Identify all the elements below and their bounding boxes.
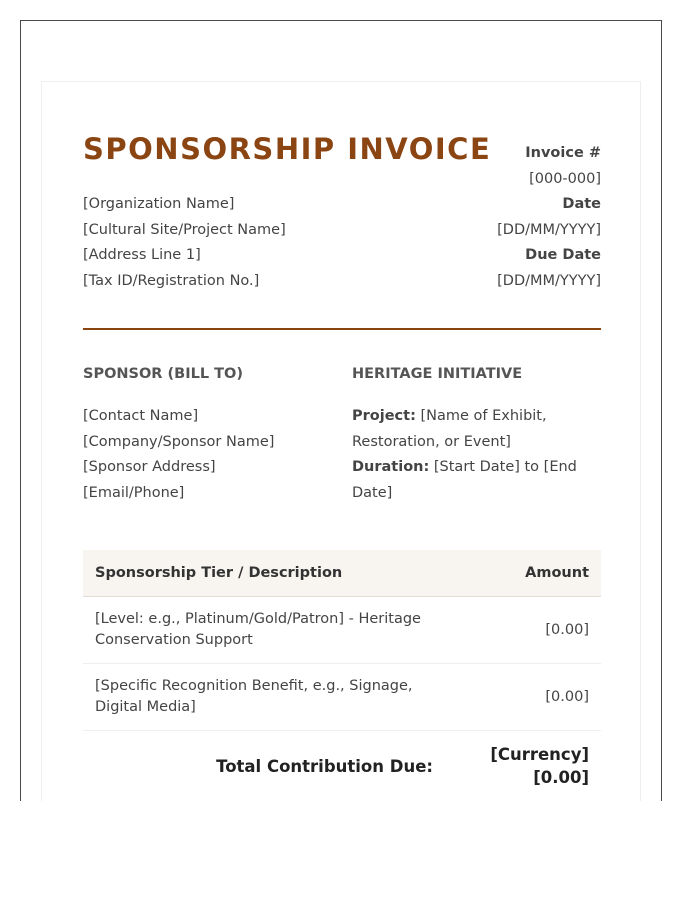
table-row <box>83 597 601 664</box>
sponsor-email-phone: [Email/Phone] <box>83 484 185 501</box>
total-row <box>83 731 601 801</box>
initiative-block <box>352 404 602 506</box>
header-divider <box>83 328 601 330</box>
organization-address: [Address Line 1] <box>83 247 201 263</box>
invoice-number-label: Invoice # <box>525 145 601 161</box>
invoice-date-value: [DD/MM/YYYY] <box>497 221 601 238</box>
total-label: Total Contribution Due: <box>216 756 433 776</box>
row-description: [Level: e.g., Platinum/Gold/Patron] - Heritage Conservation Support <box>95 611 421 648</box>
organization-block <box>83 192 286 294</box>
initiative-heading: HERITAGE INITIATIVE <box>352 366 523 382</box>
due-date-label: Due Date <box>525 247 601 263</box>
sponsor-contact: [Contact Name] <box>83 408 199 424</box>
invoice-number-value: [000-000] <box>529 170 601 187</box>
initiative-duration <box>352 455 602 506</box>
initiative-project <box>352 404 602 455</box>
row-description: [Specific Recognition Benefit, e.g., Signage, Digital Media] <box>95 678 413 715</box>
table-header <box>83 550 601 597</box>
description-column-header: Sponsorship Tier / Description <box>95 565 343 581</box>
invoice-title: SPONSORSHIP INVOICE <box>83 132 492 166</box>
sponsor-address: [Sponsor Address] <box>83 459 216 475</box>
sponsor-heading: SPONSOR (BILL TO) <box>83 366 243 382</box>
due-date-value: [DD/MM/YYYY] <box>497 272 601 289</box>
total-amount <box>489 743 589 789</box>
invoice-page <box>41 81 641 801</box>
duration-value: [Start Date] to [End Date] <box>352 459 577 501</box>
sponsorship-table <box>83 550 601 801</box>
sponsor-company: [Company/Sponsor Name] <box>83 433 275 450</box>
invoice-meta-block <box>497 141 601 294</box>
invoice-date-label: Date <box>562 196 601 212</box>
project-label: Project: <box>352 408 416 424</box>
sponsor-block <box>83 404 274 506</box>
organization-tax-id: [Tax ID/Registration No.] <box>83 272 260 289</box>
duration-label: Duration: <box>352 459 430 475</box>
table-row <box>83 664 601 731</box>
organization-name: [Organization Name] <box>83 196 235 212</box>
amount-column-header: Amount <box>525 565 589 581</box>
document-viewport <box>20 20 662 801</box>
organization-site: [Cultural Site/Project Name] <box>83 221 286 238</box>
row-amount: [0.00] <box>545 689 589 705</box>
project-value: [Name of Exhibit, Restoration, or Event] <box>352 408 547 450</box>
total-currency: [Currency] <box>490 745 589 764</box>
row-amount: [0.00] <box>545 622 589 638</box>
total-value: [0.00] <box>533 768 589 787</box>
